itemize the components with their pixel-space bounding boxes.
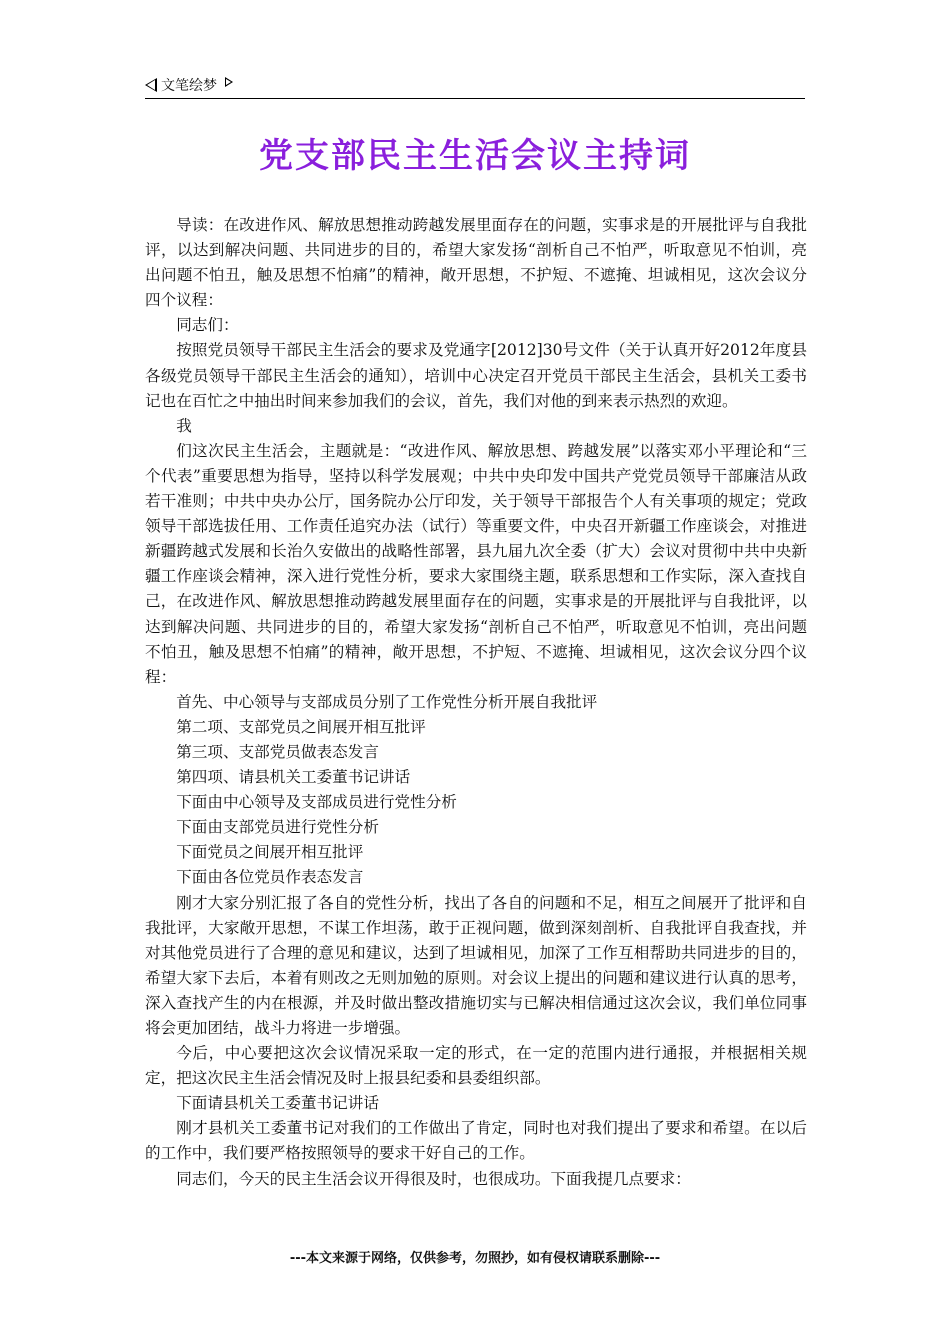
paragraph: 第二项、支部党员之间展开相互批评 (176, 717, 426, 736)
paragraph: 首先、中心领导与支部成员分别了工作党性分析开展自我批评 (176, 692, 598, 711)
paragraph: 第三项、支部党员做表态发言 (176, 742, 379, 761)
page-header (145, 72, 805, 99)
header-text: 文笔绘梦 (161, 78, 217, 94)
paragraph: 今后，中心要把这次会议情况采取一定的形式，在一定的范围内进行通报，并根据相关规定，把这次民主生活会情况及时上报县纪委和县委组织部。 (145, 1044, 807, 1088)
paragraph: 下面请县机关工委董书记讲话 (176, 1094, 379, 1113)
triangle-right-icon (225, 77, 233, 87)
paragraph: 刚才县机关工委董书记对我们的工作做出了肯定，同时也对我们提出了要求和希望。在以后的工作中，我们要严格按照领导的要求干好自己的工作。 (145, 1119, 807, 1163)
paragraph: 下面由各位党员作表态发言 (176, 868, 364, 887)
paragraph: 刚才大家分别汇报了各自的党性分析，找出了各自的问题和不足，相互之间展开了批评和自我批评，大家敞开思想，不谋工作坦荡，敢于正视问题，做到深刻剖析、自我批评自我查找，并对其他党员进行了合理的意见和建议，达到了坦诚相见，加深了工作互相帮助共同进步的目的，希望大家下去后，本着有则改之无则加勉的原则。对会议上提出的问题和建议进行认真的思考，深入查找产生的内在根源，并及时做出整改措施切实与已解决相信通过这次会议，我们单位同事将会更加团结，战斗力将进一步增强。 (145, 893, 807, 1037)
paragraph: 第四项、请县机关工委董书记讲话 (176, 768, 411, 787)
paragraph: 按照党员领导干部民主生活会的要求及党通字[2012]30号文件（关于认真开好2012年度县各级党员领导干部民主生活会的通知），培训中心决定召开党员干部民主生活会，县机关工委书记也在百忙之中抽出时间来参加我们的会议，首先，我们对他的到来表示热烈的欢迎。 (145, 341, 807, 410)
paragraph: 导读：在改进作风、解放思想推动跨越发展里面存在的问题，实事求是的开展批评与自我批评，以达到解决问题、共同进步的目的，希望大家发扬“剖析自己不怕严，听取意见不怕训，亮出问题不怕丑，触及思想不怕痛”的精神，敞开思想，不护短、不遮掩、坦诚相见，这次会议分四个议程： (145, 216, 807, 310)
triangle-left-icon (145, 78, 157, 92)
paragraph: 我 (176, 416, 192, 435)
paragraph: 们这次民主生活会，主题就是：“改进作风、解放思想、跨越发展”以落实邓小平理论和“三个代表”重要思想为指导，坚持以科学发展观；中共中央印发中国共产党党员领导干部廉洁从政若干准则；中共中央办公厅，国务院办公厅印发，关于领导干部报告个人有关事项的规定；党政领导干部选拔任用、工作责任追究办法（试行）等重要文件，中央召开新疆工作座谈会，对推进新疆跨越式发展和长治久安做出的战略性部署，县九届九次全委（扩大）会议对贯彻中共中央新疆工作座谈会精神，深入进行党性分析，要求大家围绕主题，联系思想和工作实际，深入查找自己，在改进作风、解放思想推动跨越发展里面存在的问题，实事求是的开展批评与自我批评，以达到解决问题、共同进步的目的，希望大家发扬“剖析自己不怕严，听取意见不怕训，亮出问题不怕丑，触及思想不怕痛”的精神，敞开思想，不护短、不遮掩、坦诚相见，这次会议分四个议程： (145, 441, 807, 686)
page-footer: ---本文来源于网络，仅供参考，勿照抄，如有侵权请联系删除--- (289, 1251, 661, 1266)
paragraph: 同志们： (176, 316, 239, 335)
paragraph: 同志们，今天的民主生活会议开得很及时，也很成功。下面我提几点要求： (176, 1169, 691, 1188)
paragraph: 下面由中心领导及支部成员进行党性分析 (176, 793, 457, 812)
paragraph: 下面由支部党员进行党性分析 (176, 818, 379, 837)
paragraph: 下面党员之间展开相互批评 (176, 843, 364, 862)
document-title: 党支部民主生活会议主持词 (259, 136, 691, 176)
document-body (145, 213, 807, 1192)
